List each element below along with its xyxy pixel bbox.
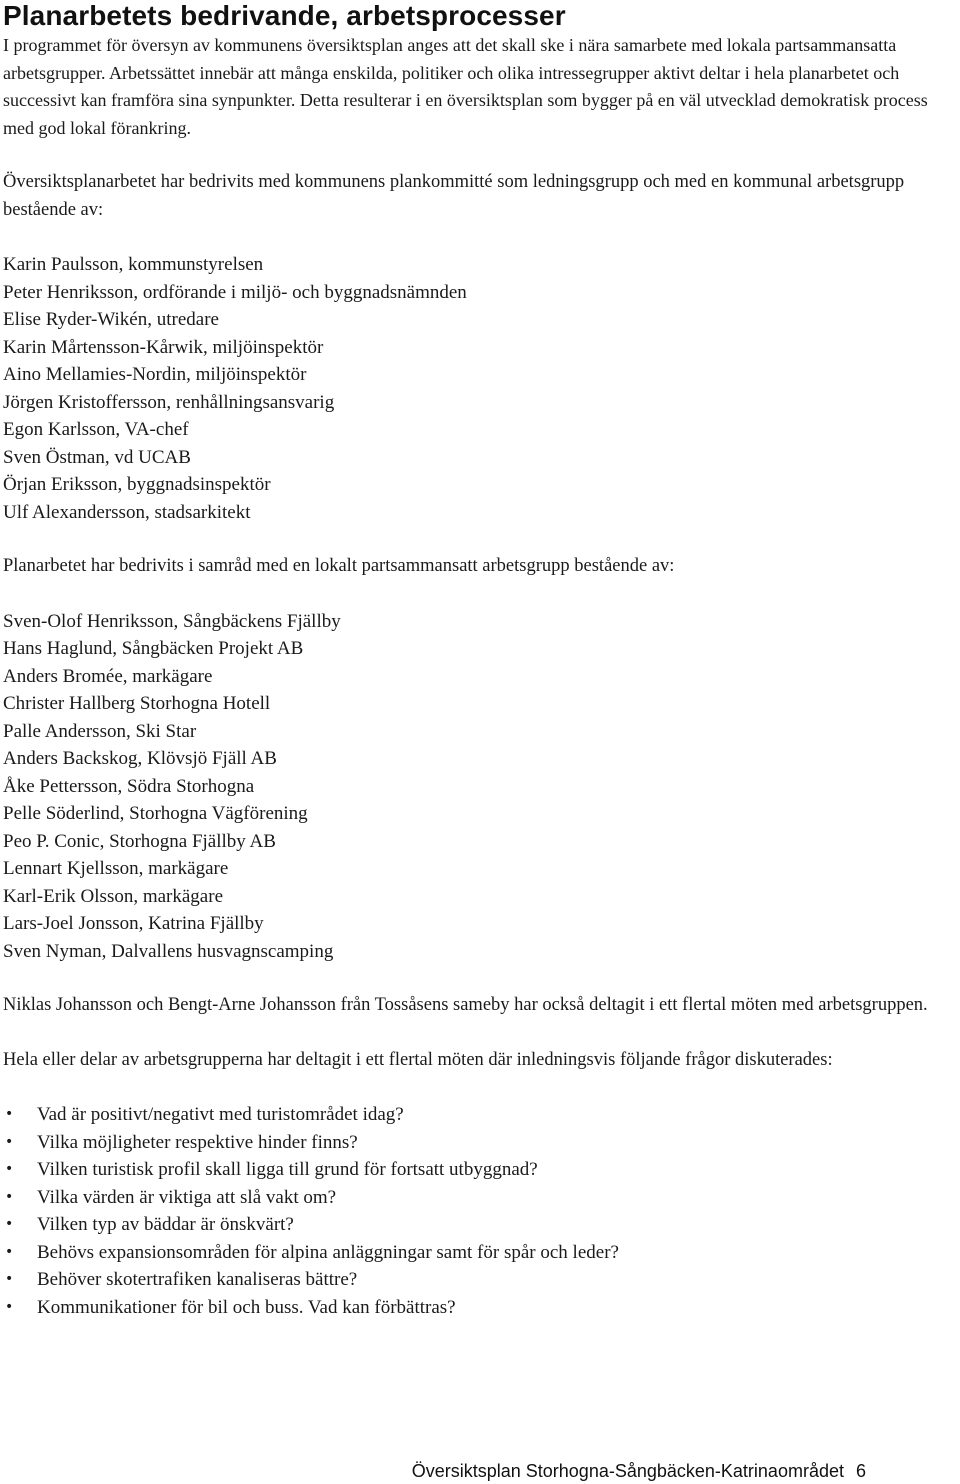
bullet-icon: • bbox=[5, 1298, 14, 1315]
bullet-icon: • bbox=[5, 1188, 14, 1205]
list-item: Jörgen Kristoffersson, renhållningsansvarig bbox=[3, 391, 335, 413]
bullet-text: Behövs expansionsområden för alpina anläggningar samt för spår och leder? bbox=[37, 1241, 619, 1263]
bullet-text: Vilka värden är viktiga att slå vakt om? bbox=[37, 1186, 337, 1208]
list-item: Anders Bromée, markägare bbox=[3, 665, 213, 687]
list-item: Åke Pettersson, Södra Storhogna bbox=[3, 775, 255, 797]
list-item: Palle Andersson, Ski Star bbox=[3, 720, 197, 742]
bullet-icon: • bbox=[5, 1133, 14, 1150]
list-item: Sven Östman, vd UCAB bbox=[3, 446, 191, 468]
list-item: Egon Karlsson, VA-chef bbox=[3, 419, 189, 440]
bullet-icon: • bbox=[5, 1271, 14, 1287]
bullet-item bbox=[3, 1184, 960, 1212]
list-item: Örjan Eriksson, byggnadsinspektör bbox=[3, 474, 271, 495]
bullet-icon: • bbox=[5, 1161, 14, 1177]
page-footer bbox=[412, 1460, 866, 1482]
sameby-paragraph: Niklas Johansson och Bengt-Arne Johansson från Tossåsens sameby har också deltagit i ett flertal möten med arbetsgruppen. bbox=[3, 995, 928, 1015]
bullet-item bbox=[3, 1294, 960, 1322]
bullet-text: Vilken typ av bäddar är önskvärt? bbox=[37, 1214, 294, 1235]
questions-bullet-list bbox=[3, 1101, 960, 1321]
footer-title: Översiktsplan Storhogna-Sångbäcken-Katrinaområdet bbox=[411, 1461, 844, 1481]
bullet-item bbox=[3, 1156, 960, 1184]
bullet-text: Vad är positivt/negativt med turistområdet idag? bbox=[37, 1104, 404, 1125]
bullet-text: Vilka möjligheter respektive hinder finns? bbox=[37, 1131, 358, 1153]
list-item: Elise Ryder-Wikén, utredare bbox=[3, 309, 219, 330]
bullet-item bbox=[3, 1129, 960, 1157]
local-group-list bbox=[3, 608, 960, 966]
bullet-icon: • bbox=[5, 1243, 14, 1260]
municipal-group-list bbox=[3, 251, 960, 526]
page-number: 6 bbox=[855, 1461, 866, 1481]
list-item: Karin Mårtensson-Kårwik, miljöinspektör bbox=[3, 336, 324, 358]
list-item: Peter Henriksson, ordförande i miljö- och byggnadsnämnden bbox=[3, 281, 467, 303]
list-item: Peo P. Conic, Storhogna Fjällby AB bbox=[3, 830, 276, 852]
list-item: Aino Mellamies-Nordin, miljöinspektör bbox=[3, 364, 307, 385]
bullet-item bbox=[3, 1239, 960, 1267]
list-item: Sven-Olof Henriksson, Sångbäckens Fjällby bbox=[3, 610, 341, 632]
list-item: Christer Hallberg Storhogna Hotell bbox=[3, 693, 271, 714]
bullet-item bbox=[3, 1266, 960, 1294]
list-item: Karin Paulsson, kommunstyrelsen bbox=[3, 254, 264, 275]
organization-intro-paragraph: Översiktsplanarbetet har bedrivits med kommunens plankommitté som ledningsgrupp och med en kommunal arbetsgrupp bestående av: bbox=[3, 172, 905, 220]
list-item: Pelle Söderlind, Storhogna Vägförening bbox=[3, 803, 308, 824]
bullet-text: Behöver skotertrafiken kanaliseras bättre? bbox=[37, 1269, 358, 1290]
list-item: Hans Haglund, Sångbäcken Projekt AB bbox=[3, 638, 304, 659]
list-item: Lennart Kjellsson, markägare bbox=[3, 858, 229, 879]
page-title: Planarbetets bedrivande, arbetsprocesser bbox=[3, 0, 566, 31]
intro-paragraph: I programmet för översyn av kommunens översiktsplan anges att det skall ske i nära samarbete med lokala partsammansatta arbetsgrupper. Arbetssättet innebär att många enskilda, politiker och olika intressegrupper aktivt deltar i hela planarbetet och successivt kan framföra sina synpunkter. Detta resulterar i en översiktsplan som bygger på en väl utvecklad demokratisk process med god lokal förankring. bbox=[3, 35, 928, 138]
meetings-intro-paragraph: Hela eller delar av arbetsgrupperna har deltagit i ett flertal möten där inledningsvis följande frågor diskuterades: bbox=[3, 1049, 833, 1070]
bullet-item bbox=[3, 1211, 960, 1239]
bullet-text: Kommunikationer för bil och buss. Vad kan förbättras? bbox=[37, 1296, 456, 1318]
bullet-icon: • bbox=[5, 1216, 14, 1232]
list-item: Karl-Erik Olsson, markägare bbox=[3, 885, 224, 907]
list-item: Ulf Alexandersson, stadsarkitekt bbox=[3, 501, 251, 523]
bullet-text: Vilken turistisk profil skall ligga till grund för fortsatt utbyggnad? bbox=[37, 1159, 538, 1180]
bullet-item bbox=[3, 1101, 960, 1129]
list-item: Anders Backskog, Klövsjö Fjäll AB bbox=[3, 748, 277, 769]
list-item: Sven Nyman, Dalvallens husvagnscamping bbox=[3, 940, 334, 962]
document-page bbox=[3, 0, 960, 1321]
bullet-icon: • bbox=[5, 1106, 14, 1122]
local-group-intro-paragraph: Planarbetet har bedrivits i samråd med en lokalt partsammansatt arbetsgrupp bestående av: bbox=[3, 556, 675, 576]
list-item: Lars-Joel Jonsson, Katrina Fjällby bbox=[3, 913, 264, 934]
